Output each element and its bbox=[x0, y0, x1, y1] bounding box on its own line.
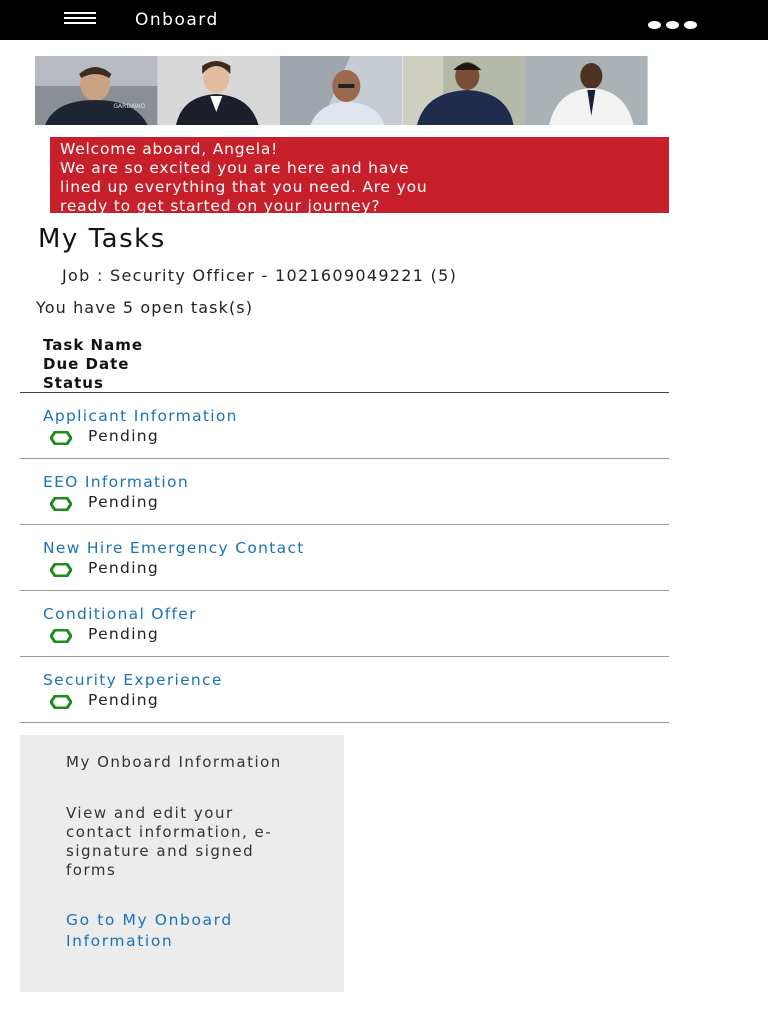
page-title: My Tasks bbox=[38, 224, 166, 254]
hamburger-menu-icon[interactable] bbox=[64, 12, 96, 26]
go-to-onboard-info-link[interactable]: Go to My Onboard Information bbox=[66, 911, 233, 950]
svg-text:GARDAWO: GARDAWO bbox=[113, 103, 146, 110]
welcome-message bbox=[50, 137, 669, 213]
welcome-line: lined up everything that you need. Are you bbox=[60, 178, 428, 196]
job-label: Job bbox=[62, 266, 91, 285]
banner-photo-4 bbox=[403, 56, 526, 125]
task-link-applicant-information[interactable]: Applicant Information bbox=[43, 407, 238, 425]
card-description: View and edit your contact information, e-signature and signed forms bbox=[66, 804, 273, 879]
task-status: Pending bbox=[88, 493, 160, 511]
header-banner bbox=[35, 56, 648, 125]
task-link-new-hire-emergency-contact[interactable]: New Hire Emergency Contact bbox=[43, 539, 305, 557]
job-line bbox=[62, 266, 457, 285]
header-due-date: Due Date bbox=[43, 355, 130, 373]
welcome-line: Welcome aboard, Angela! bbox=[60, 140, 279, 158]
pending-status-icon bbox=[50, 629, 72, 643]
task-row bbox=[20, 459, 669, 525]
banner-photo-1 bbox=[35, 56, 158, 125]
task-row bbox=[20, 657, 669, 723]
job-value: : Security Officer - 1021609049221 (5) bbox=[96, 266, 458, 285]
task-table-headers bbox=[43, 336, 143, 393]
pending-status-icon bbox=[50, 695, 72, 709]
task-status: Pending bbox=[88, 427, 160, 445]
task-status: Pending bbox=[88, 559, 160, 577]
header-status: Status bbox=[43, 374, 104, 392]
open-task-count: You have 5 open task(s) bbox=[36, 298, 254, 317]
task-link-conditional-offer[interactable]: Conditional Offer bbox=[43, 605, 197, 623]
task-row bbox=[20, 393, 669, 459]
task-link-eeo-information[interactable]: EEO Information bbox=[43, 473, 189, 491]
banner-photo-2 bbox=[158, 56, 281, 125]
task-status: Pending bbox=[88, 691, 160, 709]
pending-status-icon bbox=[50, 563, 72, 577]
top-app-bar bbox=[0, 0, 768, 40]
banner-photo-3 bbox=[280, 56, 403, 125]
pending-status-icon bbox=[50, 431, 72, 445]
banner-photo-5 bbox=[525, 56, 648, 125]
task-link-security-experience[interactable]: Security Experience bbox=[43, 671, 223, 689]
task-row bbox=[20, 525, 669, 591]
pending-status-icon bbox=[50, 497, 72, 511]
more-options-icon[interactable] bbox=[648, 14, 706, 24]
onboard-info-card bbox=[20, 735, 344, 992]
header-task-name: Task Name bbox=[43, 336, 144, 354]
app-title: Onboard bbox=[135, 10, 219, 30]
welcome-line: ready to get started on your journey? bbox=[60, 197, 381, 215]
task-list bbox=[20, 392, 669, 723]
task-status: Pending bbox=[88, 625, 160, 643]
task-row bbox=[20, 591, 669, 657]
welcome-line: We are so excited you are here and have bbox=[60, 159, 410, 177]
card-title: My Onboard Information bbox=[66, 753, 282, 771]
